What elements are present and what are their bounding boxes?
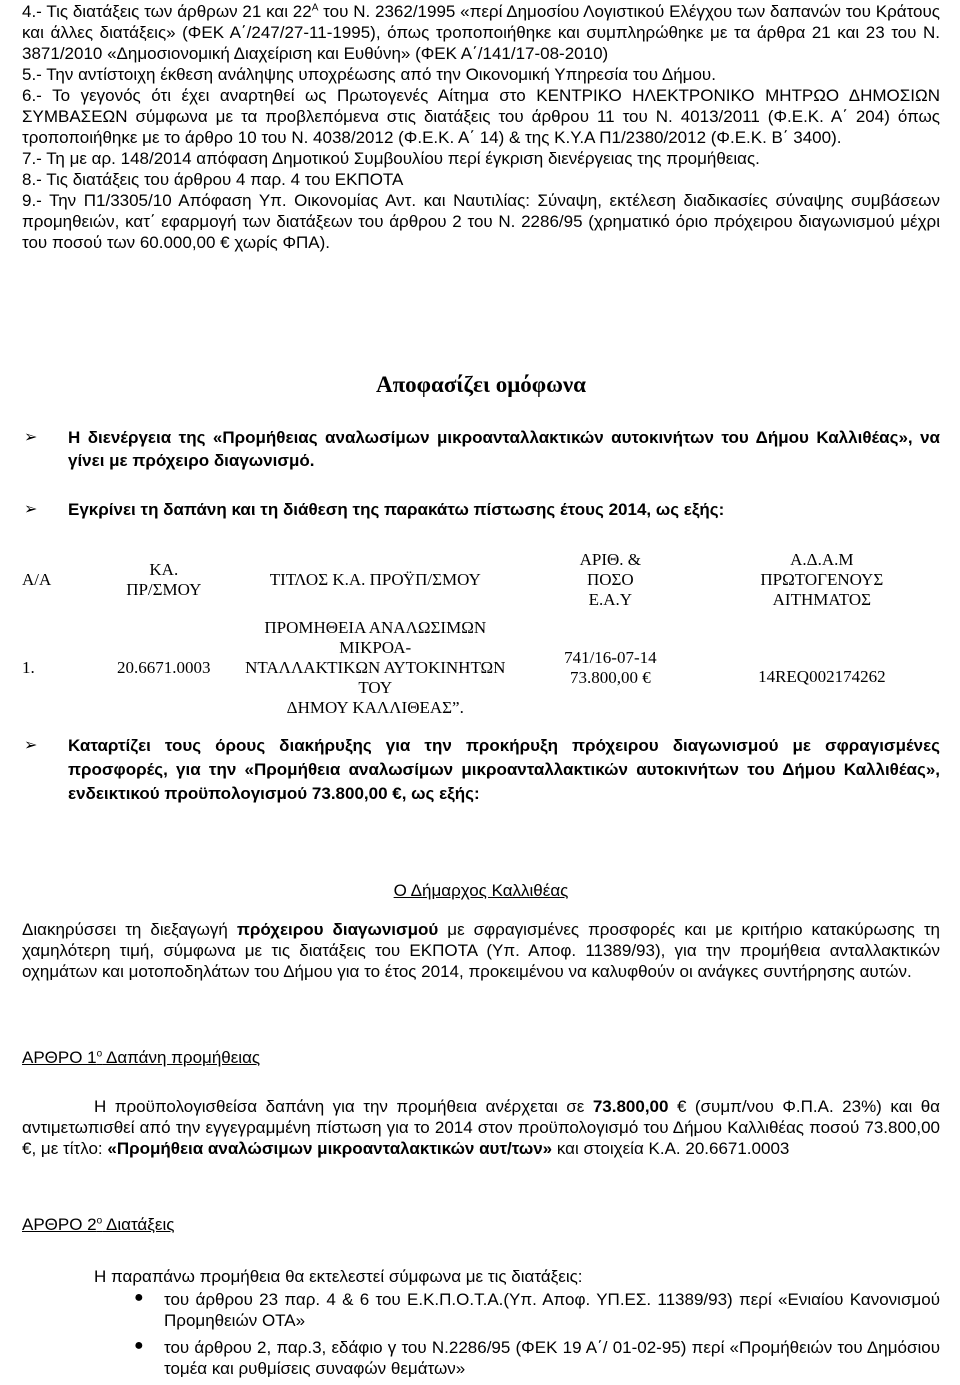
header-aa: Α/Α [22, 570, 52, 589]
header-ka: ΚΑ. ΠΡ/ΣΜΟΥ [126, 560, 202, 599]
cell-eay: 741/16-07-14 73.800,00 € [564, 648, 657, 687]
article-2-list-item: ● του άρθρου 23 παρ. 4 & 6 του Ε.Κ.Π.Ο.Τ.Α.(Υπ. Αποφ. ΥΠ.ΕΣ. 11389/93) περί «Ενιαίου Κανονισμού Προμηθειών ΟΤΑ» [134, 1289, 940, 1330]
consideration-item-4: 4.- Τις διατάξεις των άρθρων 21 και $22^A$ του Ν. 2362/1995 «περί Δημοσίου Λογιστικού Ελέγχου των δαπανών του Κράτους και άλλες διατάξεις» (ΦΕΚ Α΄/247/27-11-1995), όπως τροποποιήθηκε και συμπληρώθηκε με τα άρθρα 21 και 23 του Ν. 3871/2010 «Δημοσιονομική Διαχείριση και Ευθύνη» (ΦΕΚ Α΄/141/17-08-2010) [22, 2, 940, 63]
consideration-item-6: 6.- Το γεγονός ότι έχει αναρτηθεί ως Πρωτογενές Αίτημα στο ΚΕΝΤΡΙΚΟ ΗΛΕΚΤΡΟΝΙΚΟ ΜΗΤΡΩΟ ΔΗΜΟΣΙΩΝ ΣΥΜΒΑΣΕΩΝ σύμφωνα με τα προβλεπόμενα στις διατάξεις του άρθρου 11 του Ν. 4013/2011 (Φ.Ε.Κ. Α΄ 204) όπως τροποποιήθηκε με το άρθρο 10 του Ν. 4038/2012 (Φ.Ε.Κ. Α΄ 14) & της Κ.Υ.Α Π1/2380/2012 (Φ.Ε.Κ. Β΄ 3400). [22, 86, 940, 147]
credit-table [22, 542, 940, 718]
article-1-paragraph: Η προϋπολογισθείσα δαπάνη για την προμήθεια ανέρχεται σε 73.800,00 € (συμπ/νου Φ.Π.Α. 23%) και θα αντιμετωπισθεί από την εγγεγραμμένη πίστωση για το 2014 στον προϋπολογισμό του Δήμου Καλλιθέας ποσού 73.800,00 €, με τίτλο: «Προμήθεια αναλώσιμων μικροανταλακτικών αυτ/των» και στοιχεία Κ.Α. 20.6671.0003 [22, 1097, 940, 1158]
arrow-bullet-icon: ➢ [24, 737, 38, 754]
bullet-dot-icon: ● [134, 1337, 144, 1354]
consideration-item-9: 9.- Την Π1/3305/10 Απόφαση Υπ. Οικονομίας Αντ. και Ναυτιλίας: Σύναψη, εκτέλεση διαδικασίες σύναψης συμβάσεων προμηθειών, κατ΄ εφαρμογή των διατάξεων του άρθρου 2 του Ν. 2286/95 (χρηματικό όριο πρόχειρου διαγωνισμού μέχρι του ποσού των 60.000,00 € χωρίς ΦΠΑ). [22, 191, 940, 252]
consideration-item-7: 7.- Τη με αρ. 148/2014 απόφαση Δημοτικού Συμβουλίου περί έγκριση διενέργειας της προμήθειας. [22, 149, 760, 168]
mayor-heading: Ο Δήμαρχος Καλλιθέας [393, 881, 569, 900]
article-2-list-item: ● του άρθρου 2, παρ.3, εδάφιο γ του Ν.2286/95 (ΦΕΚ 19 Α΄/ 01-02-95) περί «Προμήθειών του Δημόσιου τομέα και ρυθμίσεις συναφών θεμάτων» [134, 1337, 940, 1378]
consideration-item-8: 8.- Τις διατάξεις του άρθρου 4 παρ. 4 του ΕΚΠΟΤΑ [22, 170, 404, 189]
decision-title: Αποφασίζει ομόφωνα [375, 372, 587, 397]
cell-ka: 20.6671.0003 [117, 658, 211, 677]
arrow-bullet-icon: ➢ [24, 501, 38, 518]
table-row [22, 618, 940, 718]
header-title: ΤΙΤΛΟΣ Κ.Α. ΠΡΟΫΠ/ΣΜΟΥ [269, 570, 481, 589]
decision-bullet-2: ➢ Εγκρίνει τη δαπάνη και τη διάθεση της παρακάτω πίστωσης έτους 2014, ως εξής: [24, 500, 725, 519]
decision-bullet-1: ➢ Η διενέργεια της «Προμήθειας αναλωσίμων μικροανταλλακτικών αυτοκινήτων του Δήμου Καλλιθέας», να γίνει με πρόχειρο διαγωνισμό. [24, 428, 940, 470]
header-adam: Α.Δ.Α.Μ ΠΡΩΤΟΓΕΝΟΥΣ ΑΙΤΗΜΑΤΟΣ [760, 550, 884, 609]
bullet-dot-icon: ● [134, 1289, 144, 1306]
cell-title: ΠΡΟΜΗΘΕΙΑ ΑΝΑΛΩΣΙΜΩΝ ΜΙΚΡΟΑ- ΝΤΑΛΛΑΚΤΙΚΩΝ ΑΥΤΟΚΙΝΗΤΩΝ ΤΟΥ ΔΗΜΟΥ ΚΑΛΛΙΘΕΑΣ”. [245, 618, 506, 717]
article-2-heading: ΑΡΘΡΟ $2^o$ Διατάξεις [22, 1215, 175, 1234]
header-eay: ΑΡΙΘ. & ΠΟΣΟ Ε.Α.Υ [579, 550, 642, 609]
mayor-paragraph: Διακηρύσσει τη διεξαγωγή πρόχειρου διαγωνισμού με σφραγισμένες προσφορές και με κριτήριο κατακύρωσης τη χαμηλότερη τιμή, σύμφωνα με τις διατάξεις του ΕΚΠΟΤΑ (Υπ. Αποφ. 11389/93), για την προμήθεια ανταλλακτικών οχημάτων και μοτοποδηλάτων του Δήμου για το έτος 2014, προκειμένου να καλυφθούν οι ανάγκες συντήρησης αυτών. [22, 920, 941, 981]
table-header-row [22, 542, 940, 618]
consideration-item-5: 5.- Την αντίστοιχη έκθεση ανάληψης υποχρέωσης από την Οικονομική Υπηρεσία του Δήμου. [22, 65, 716, 84]
article-2-intro: Η παραπάνω προμήθεια θα εκτελεστεί σύμφωνα με τις διατάξεις: [94, 1267, 583, 1286]
cell-aa: 1. [22, 658, 35, 677]
arrow-bullet-icon: ➢ [24, 429, 38, 446]
cell-adam: 14REQ002174262 [758, 667, 886, 686]
decision-bullet-3: ➢ Καταρτίζει τους όρους διακήρυξης για την προκήρυξη πρόχειρου διαγωνισμού με σφραγισμένες προσφορές, για την «Προμήθεια αναλωσίμων μικροανταλλακτικών αυτοκινήτων του Δήμου Καλλιθέας», ενδεικτικού προϋπολογισμού 73.800,00 €, ως εξής: [24, 736, 940, 803]
article-1-heading: ΑΡΘΡΟ $1^o$ Δαπάνη προμήθειας [22, 1048, 261, 1067]
